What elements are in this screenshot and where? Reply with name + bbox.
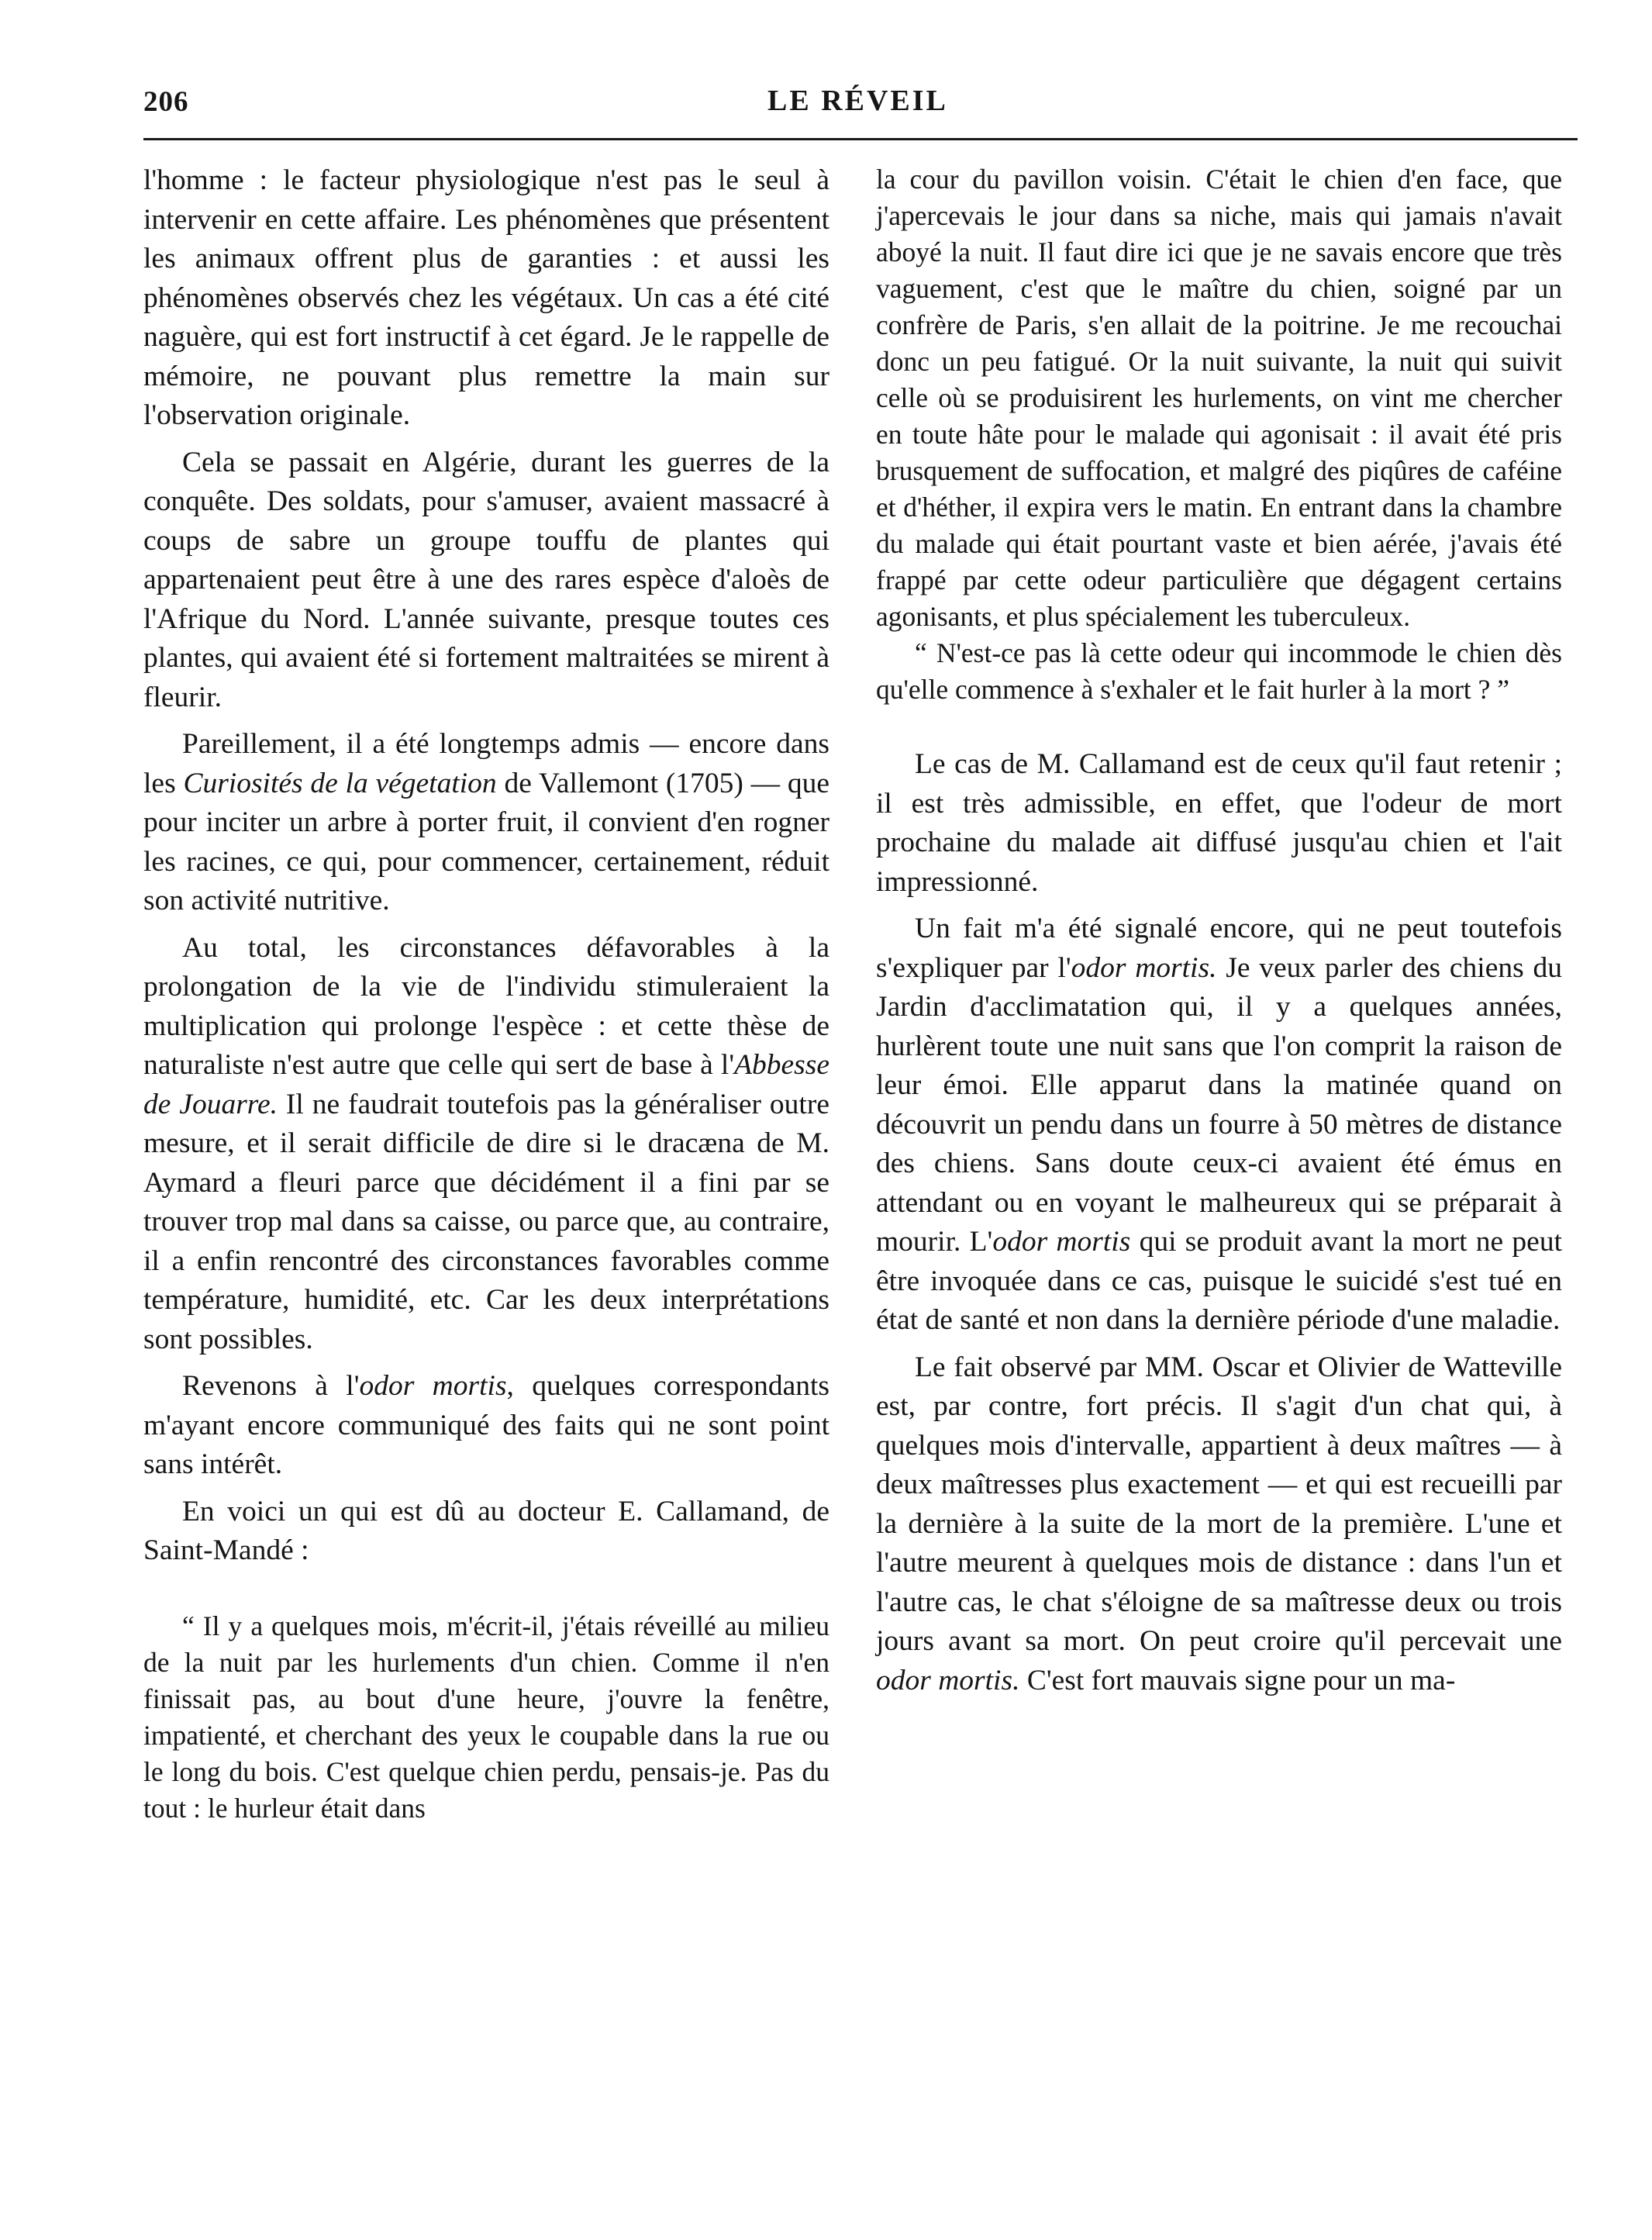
paragraph: Le cas de M. Callamand est de ceux qu'il faut retenir ; il est très admissible, en effet, que l'odeur de mort prochaine du malade ait diffusé jusqu'au chien et l'ait impressionné. (876, 748, 1562, 898)
right-column (876, 161, 1562, 1700)
quotation: “ Il y a quelques mois, m'écrit-il, j'étais réveillé au milieu de la nuit par les hurlements d'un chien. Comme il n'en finissait pas, au bout d'une heure, j'ouvre la fenêtre, impatienté, et cherchant des yeux le coupable dans la rue ou le long du bois. C'est quelque chien perdu, pensais-je. Pas du tout : le hurleur était dans (143, 1610, 829, 1824)
text-run: Revenons à l' (182, 1370, 360, 1402)
paragraph (876, 909, 1562, 1341)
text-run: Il ne faudrait toutefois pas la généraliser outre mesure, et il serait difficile de dire si le dracæna de M. Aymard a fleuri parce que décidément il a fini par se trouver trop mal dans sa caisse, ou parce que, au contraire, il a enfin rencontré des circonstances favorables comme température, humidité, etc. Car les deux interprétations sont possibles. (143, 1088, 829, 1355)
text-run: qui se produit avant la mort ne peut être invoquée dans ce cas, puisque le suicidé s'est tué en état de santé et non dans la dernière période d'une maladie. (876, 1226, 1562, 1336)
paragraph: l'homme : le facteur physiologique n'est pas le seul à intervenir en cette affaire. Les phénomènes que présentent les animaux offrent plus de garanties : et aussi les phénomènes observés chez les végétaux. Un cas a été cité naguère, qui est fort instructif à cet égard. Je le rappelle de mémoire, ne pouvant plus remettre la main sur l'observation originale. (143, 164, 829, 431)
paragraph (143, 1367, 829, 1485)
italic-term: odor mortis. (1071, 951, 1217, 984)
running-title: LE RÉVEIL (767, 85, 948, 117)
quotation-continued: la cour du pavillon voisin. C'était le chien d'en face, que j'apercevais le jour dans sa niche, mais qui jamais n'avait aboyé la nuit. Il faut dire ici que je ne savais encore que très vaguement, c'est que le maître du chien, soigné par un confrère de Paris, s'en allait de la poitrine. Je me recouchai donc un peu fatigué. Or la nuit suivante, la nuit qui suivit celle où se produisirent les hurlements, on vint me chercher en toute hâte pour le malade qui agonisait : il avait été pris brusquement de suffocation, et malgré des piqûres de caféine et d'héther, il expira vers le matin. En entrant dans la chambre du malade qui était pourtant vaste et bien aérée, j'avais été frappé par cette odeur particulière que dégagent certains agonisants, et plus spécialement les tuberculeux. (876, 164, 1562, 632)
text-run: Le fait observé par MM. Oscar et Olivier de Watteville est, par contre, fort précis. Il s'agit d'un chat qui, à quelques mois d'intervalle, appartient à deux maîtres — à deux maîtresses plus exactement — et qui est recueilli par la dernière à la suite de la mort de la première. L'une et l'autre meurent à quelques mois de distance : dans l'un et l'autre cas, le chat s'éloigne de sa maîtresse deux ou trois jours avant sa mort. On peut croire qu'il percevait une (876, 1351, 1562, 1657)
paragraph: En voici un qui est dû au docteur E. Callamand, de Saint-Mandé : (143, 1495, 829, 1566)
quotation-end: “ N'est-ce pas là cette odeur qui incommode le chien dès qu'elle commence à s'exhaler et le fait hurler à la mort ? ” (876, 637, 1562, 705)
text-run: , quelques correspondants m'ayant encore communiqué des faits qui ne sont point sans intérêt. (143, 1370, 829, 1480)
text-run: Un fait m'a été signalé encore, qui ne peut toutefois s'expliquer par l' (876, 913, 1562, 984)
text-run: Pareillement, il a été longtemps admis — encore dans les (143, 728, 829, 799)
text-run: C'est fort mauvais signe pour un ma- (1019, 1664, 1456, 1696)
text-run: de Vallemont (1705) — que pour inciter un arbre à porter fruit, il convient d'en rogner les racines, ce qui, pour commencer, certainement, réduit son activité nutritive. (143, 767, 829, 916)
paragraph (143, 929, 829, 1360)
header-rule (143, 138, 1578, 140)
italic-title: Abbesse de Jouarre. (143, 1049, 829, 1120)
italic-term: odor mortis (359, 1370, 507, 1402)
text-run: Au total, les circonstances défavorables à la prolongation de la vie de l'individu stimuleraient la multiplication qui prolonge l'espèce : et cette thèse de naturaliste n'est autre que celle qui sert de base à l' (143, 931, 829, 1081)
paragraph (876, 1348, 1562, 1701)
text-run: Je veux parler des chiens du Jardin d'acclimatation qui, il y a quelques années, hurlèrent toute une nuit sans que l'on comprit la raison de leur émoi. Elle apparut dans la matinée quand on découvrit un pendu dans un fourre à 50 mètres de distance des chiens. Sans doute ceux-ci avaient été émus en attendant ou en voyant le malheureux qui se préparait à mourir. L' (876, 951, 1562, 1258)
page-number: 206 (143, 86, 189, 118)
left-column (143, 161, 829, 1827)
italic-title: Curiosités de la végetation (183, 767, 497, 799)
italic-term: odor mortis. (876, 1664, 1020, 1696)
paragraph (143, 725, 829, 921)
italic-term: odor mortis (992, 1226, 1131, 1258)
paragraph: Cela se passait en Algérie, durant les guerres de la conquête. Des soldats, pour s'amuser, avaient massacré à coups de sabre un groupe touffu de plantes qui appartenaient peut être à une des rares espèce d'aloès de l'Afrique du Nord. L'année suivante, presque toutes ces plantes, qui avaient été si fortement maltraitées se mirent à fleurir. (143, 446, 829, 713)
